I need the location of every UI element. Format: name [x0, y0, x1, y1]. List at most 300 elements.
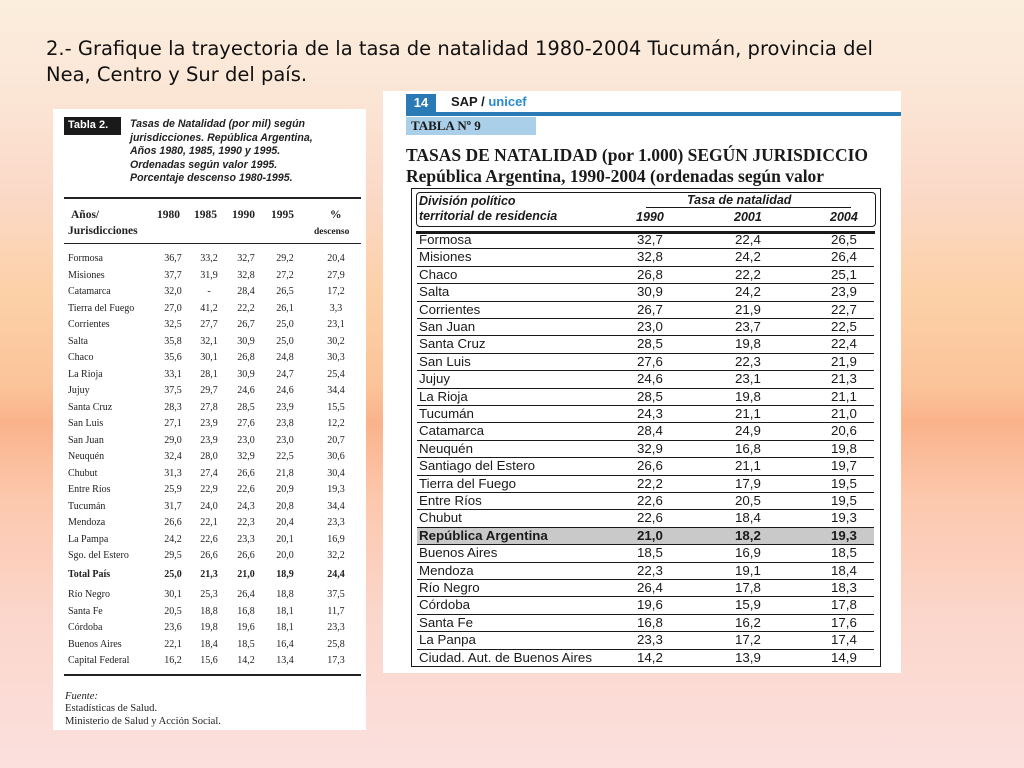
table-row: [417, 563, 874, 580]
jurisdiction-cell: San Juan: [68, 434, 104, 446]
caption-line: Tasas de Natalidad (por mil) según: [130, 118, 306, 130]
value-2004-cell: 18,4: [831, 562, 857, 578]
table-row-total: [417, 528, 874, 545]
value-2004-cell: 23,9: [831, 284, 857, 300]
value-1995-cell: 20,9: [276, 484, 294, 495]
value-1980-cell: 31,3: [164, 467, 182, 479]
value-1990-cell: 26,7: [637, 301, 663, 317]
value-1985-cell: 18,8: [200, 605, 218, 617]
publisher-unicef: unicef: [488, 94, 527, 109]
value-2004-cell: 17,6: [831, 614, 857, 630]
value-2004-cell: 21,9: [831, 353, 857, 369]
caption-line: Ordenadas según valor 1995.: [130, 158, 278, 171]
jurisdiction-cell: Sgo. del Estero: [68, 550, 129, 561]
value-1985-cell: 31,9: [200, 269, 218, 281]
value-2001-cell: 22,4: [735, 232, 761, 247]
value-1995-cell: 22,5: [276, 451, 294, 462]
table-row: [68, 499, 358, 516]
value-1990-cell: 32,9: [237, 451, 255, 462]
value-1990-cell: 22,3: [637, 562, 663, 578]
value-1995-cell: 24,7: [276, 368, 294, 380]
value-1995-cell: 26,5: [276, 286, 294, 297]
value-1980-cell: 22,1: [164, 638, 182, 650]
value-1980-cell: 27,1: [164, 418, 182, 429]
value-1995-cell: 18,9: [276, 569, 294, 580]
value-2004-cell: 19,8: [831, 440, 857, 456]
value-1995-cell: 23,8: [276, 418, 294, 429]
value-1990-cell: 18,5: [237, 638, 255, 650]
value-1985-cell: 18,4: [200, 638, 218, 650]
pct-descenso-cell: 27,9: [327, 269, 345, 281]
value-1995-cell: 16,4: [276, 638, 294, 650]
value-1990-cell: 32,7: [637, 232, 663, 247]
value-2001-cell: 21,9: [735, 301, 761, 317]
value-2001-cell: 22,3: [735, 353, 761, 369]
value-2001-cell: 22,2: [735, 266, 761, 282]
value-2001-cell: 19,8: [735, 388, 761, 404]
value-1985-cell: 28,1: [200, 368, 218, 380]
pct-descenso-cell: 17,2: [327, 286, 345, 297]
value-1980-cell: 27,0: [164, 302, 182, 314]
value-1995-cell: 25,0: [276, 335, 294, 347]
pct-descenso-cell: 12,2: [327, 418, 345, 429]
value-1985-cell: 30,1: [200, 352, 218, 363]
table-row: [417, 284, 874, 301]
value-1985-cell: 32,1: [200, 335, 218, 347]
jurisdiction-cell: Catamarca: [419, 423, 485, 439]
value-2001-cell: 24,9: [735, 423, 761, 439]
caption-line: Años 1980, 1985, 1990 y 1995.: [130, 145, 281, 157]
pct-descenso-cell: 30,2: [327, 335, 345, 347]
table-row: [68, 301, 358, 318]
header-bar: [406, 112, 901, 116]
table-2-header-label-1: Años/: [71, 209, 100, 221]
table-row: [68, 334, 358, 351]
pct-descenso-cell: 15,5: [327, 401, 345, 413]
jurisdiction-cell: Total País: [68, 569, 111, 580]
jurisdiction-cell: Neuquén: [68, 451, 105, 462]
value-1990-cell: 30,9: [237, 368, 255, 380]
value-1985-cell: 24,0: [200, 500, 218, 512]
table-row: [417, 580, 874, 597]
table-2-caption: [130, 118, 362, 186]
value-2004-cell: 18,3: [831, 580, 857, 595]
value-2004-cell: 19,5: [831, 475, 857, 491]
value-1990-cell: 23,3: [237, 533, 255, 545]
value-1995-cell: 20,0: [276, 550, 294, 561]
pct-descenso-cell: 11,7: [327, 605, 345, 617]
jurisdiction-cell: Chubut: [419, 510, 462, 526]
slide-title-line-1: 2.- Grafique la trayectoria de la tasa de natalidad 1980-2004 Tucumán, provincia del: [46, 37, 873, 60]
value-1995-cell: 20,1: [276, 533, 294, 545]
value-1995-cell: 18,1: [276, 605, 294, 617]
value-1990-cell: 28,5: [237, 401, 255, 413]
jurisdiction-cell: Córdoba: [68, 622, 103, 633]
table-9-title: [406, 145, 868, 187]
value-1990-cell: 32,8: [237, 269, 255, 281]
jurisdiction-cell: San Juan: [419, 319, 476, 334]
value-1985-cell: 22,6: [200, 533, 218, 545]
value-1990-cell: 19,6: [637, 597, 663, 613]
table-row: [68, 637, 358, 654]
value-1990-cell: 21,0: [637, 527, 663, 543]
value-1980-cell: 32,5: [164, 319, 182, 330]
value-1990-cell: 26,4: [637, 580, 663, 595]
table-row: [68, 367, 358, 384]
pct-descenso-cell: 32,2: [327, 550, 345, 561]
value-1990-cell: 30,9: [637, 284, 663, 300]
value-2004-cell: 17,8: [831, 597, 857, 613]
value-1990-cell: 22,6: [637, 510, 663, 526]
value-1995-cell: 26,1: [276, 302, 294, 314]
table-row: [68, 653, 358, 670]
table-row: [417, 441, 874, 458]
slide-title-line-2: Nea, Centro y Sur del país.: [46, 63, 308, 86]
value-1990-cell: 24,3: [637, 406, 663, 421]
value-1990-cell: 18,5: [637, 545, 663, 561]
value-1995-cell: 18,8: [276, 589, 294, 600]
value-2001-cell: 19,8: [735, 336, 761, 352]
value-1980-cell: 24,2: [164, 533, 182, 545]
table-row: [417, 423, 874, 440]
divider: [64, 243, 361, 244]
value-1995-cell: 18,1: [276, 622, 294, 633]
jurisdiction-cell: Córdoba: [419, 597, 471, 613]
value-1990-cell: 32,7: [237, 253, 255, 264]
jurisdiction-cell: Río Negro: [68, 589, 110, 600]
value-1980-cell: 30,1: [164, 589, 182, 600]
value-1985-cell: 22,1: [200, 517, 218, 528]
value-1990-cell: 26,6: [237, 550, 255, 561]
table-2-badge: Tabla 2.: [64, 117, 121, 135]
table-row: [417, 493, 874, 510]
table-9-header-1990: 1990: [636, 210, 664, 224]
value-2001-cell: 21,1: [735, 458, 761, 474]
jurisdiction-cell: Formosa: [419, 232, 472, 247]
value-2004-cell: 21,0: [831, 406, 857, 421]
table-9-header-label-2: territorial de residencia: [419, 209, 558, 223]
table-row: [68, 400, 358, 417]
jurisdiction-cell: Santiago del Estero: [419, 458, 536, 474]
value-2004-cell: 21,3: [831, 371, 857, 387]
value-1990-cell: 26,4: [237, 589, 255, 600]
table-row: [68, 268, 358, 285]
value-1980-cell: 29,0: [164, 434, 182, 446]
value-1990-cell: 16,8: [237, 605, 255, 617]
value-1980-cell: 36,7: [164, 253, 182, 264]
jurisdiction-cell: Neuquén: [419, 440, 473, 456]
table-row: [68, 604, 358, 621]
value-2001-cell: 18,2: [735, 527, 761, 543]
value-2001-cell: 16,9: [735, 545, 761, 561]
value-1980-cell: 37,5: [164, 385, 182, 396]
value-1985-cell: 23,9: [200, 418, 218, 429]
value-1990-cell: 22,6: [637, 493, 663, 508]
value-1990-cell: 27,6: [637, 353, 663, 369]
pct-descenso-cell: 17,3: [327, 655, 345, 666]
table-row: [68, 284, 358, 301]
value-1990-cell: 24,6: [237, 385, 255, 396]
pct-descenso-cell: 30,3: [327, 352, 345, 363]
table-row: [417, 232, 874, 249]
table-row: [417, 267, 874, 284]
value-1990-cell: 24,6: [637, 371, 663, 387]
title-line: TASAS DE NATALIDAD (por 1.000) SEGÚN JURISDICCIO: [406, 145, 869, 165]
value-1980-cell: 25,0: [164, 569, 182, 580]
value-1995-cell: 23,0: [276, 434, 294, 446]
title-line: República Argentina, 1990-2004 (ordenadas según valor: [406, 166, 825, 186]
value-1990-cell: 27,6: [237, 418, 255, 429]
value-2004-cell: 20,6: [831, 423, 857, 439]
value-1980-cell: 16,2: [164, 655, 182, 666]
value-1985-cell: 33,2: [200, 253, 218, 264]
table-row-total: [68, 567, 358, 584]
jurisdiction-cell: Capital Federal: [68, 655, 130, 666]
value-2001-cell: 19,1: [735, 562, 761, 578]
value-1985-cell: 15,6: [200, 655, 218, 666]
jurisdiction-cell: Misiones: [68, 269, 105, 281]
table-9-header-2004: 2004: [830, 210, 858, 224]
value-1980-cell: 33,1: [164, 368, 182, 380]
jurisdiction-cell: La Rioja: [419, 388, 468, 404]
table-row: [68, 350, 358, 367]
value-1995-cell: 23,9: [276, 401, 294, 413]
source-line: Estadísticas de Salud.: [65, 703, 158, 715]
value-2001-cell: 15,9: [735, 597, 761, 613]
publisher-label: [451, 94, 527, 109]
value-1990-cell: 26,8: [637, 266, 663, 282]
jurisdiction-cell: Catamarca: [68, 286, 111, 297]
table-row: [68, 317, 358, 334]
source-line: Ministerio de Salud y Acción Social.: [65, 715, 221, 727]
value-2004-cell: 17,4: [831, 632, 857, 648]
jurisdiction-cell: Mendoza: [68, 517, 106, 528]
table-row: [68, 532, 358, 549]
value-2004-cell: 22,5: [831, 319, 857, 334]
table-2-header-1985: 1985: [194, 209, 217, 221]
value-2001-cell: 17,8: [735, 580, 761, 595]
caption-line: Porcentaje descenso 1980-1995.: [130, 172, 293, 184]
value-1985-cell: 23,9: [200, 434, 218, 446]
jurisdiction-cell: Tierra del Fuego: [68, 302, 135, 314]
jurisdiction-cell: San Luis: [68, 418, 104, 429]
table-9-badge: TABLA Nº 9: [406, 117, 536, 135]
pct-descenso-cell: 23,1: [327, 319, 345, 330]
value-1990-cell: 16,8: [637, 614, 663, 630]
divider: [64, 197, 361, 199]
value-2001-cell: 17,2: [735, 632, 761, 648]
jurisdiction-cell: Tierra del Fuego: [419, 475, 517, 491]
value-1990-cell: 14,2: [237, 655, 255, 666]
jurisdiction-cell: Santa Fe: [68, 605, 103, 617]
pct-descenso-cell: 19,3: [327, 484, 345, 495]
jurisdiction-cell: Río Negro: [419, 580, 480, 595]
value-1990-cell: 28,4: [237, 286, 255, 297]
pct-descenso-cell: 23,3: [327, 517, 345, 528]
value-1990-cell: 19,6: [237, 622, 255, 633]
value-1980-cell: 31,7: [164, 500, 182, 512]
publisher-sap: SAP: [451, 94, 478, 109]
table-row: [68, 433, 358, 450]
value-2004-cell: 21,1: [831, 388, 857, 404]
value-1990-cell: 24,3: [237, 500, 255, 512]
value-1985-cell: 26,6: [200, 550, 218, 561]
jurisdiction-cell: Mendoza: [419, 562, 474, 578]
table-2-header-1980: 1980: [157, 209, 180, 221]
value-2004-cell: 19,3: [831, 527, 857, 543]
table-row: [417, 371, 874, 388]
value-1995-cell: 20,4: [276, 517, 294, 528]
divider: [646, 207, 851, 208]
table-2-header-1995: 1995: [271, 209, 294, 221]
jurisdiction-cell: Salta: [68, 335, 88, 347]
table-row: [417, 249, 874, 266]
table-row: [417, 545, 874, 562]
table-row: [417, 458, 874, 475]
value-1980-cell: 32,0: [164, 286, 182, 297]
value-1990-cell: 23,3: [637, 632, 663, 648]
jurisdiction-cell: La Pampa: [68, 533, 109, 545]
value-1980-cell: 25,9: [164, 484, 182, 495]
table-row: [417, 650, 874, 667]
value-1990-cell: 30,9: [237, 335, 255, 347]
value-1990-cell: 23,0: [637, 319, 663, 334]
table-row: [417, 336, 874, 353]
pct-descenso-cell: 20,4: [327, 253, 345, 264]
value-1980-cell: 35,6: [164, 352, 182, 363]
value-1980-cell: 37,7: [164, 269, 182, 281]
jurisdiction-cell: Entre Ríos: [419, 493, 482, 508]
value-1995-cell: 29,2: [276, 253, 294, 264]
jurisdiction-cell: Santa Cruz: [419, 336, 486, 352]
divider: [64, 674, 361, 676]
table-9-header-2001: 2001: [734, 210, 762, 224]
jurisdiction-cell: Santa Cruz: [68, 401, 113, 413]
value-2004-cell: 22,4: [831, 336, 857, 352]
table-row: [417, 476, 874, 493]
table-row: [68, 587, 358, 604]
table-row: [417, 632, 874, 649]
value-1990-cell: 28,5: [637, 336, 663, 352]
value-2001-cell: 24,2: [735, 249, 761, 265]
pct-descenso-cell: 24,4: [327, 569, 345, 580]
pct-descenso-cell: 25,8: [327, 638, 345, 650]
publisher-separator: /: [477, 94, 489, 109]
value-1985-cell: 27,7: [200, 319, 218, 330]
value-1980-cell: 23,6: [164, 622, 182, 633]
value-2001-cell: 13,9: [735, 649, 761, 665]
value-1990-cell: 28,5: [637, 388, 663, 404]
table-row: [68, 620, 358, 637]
value-2001-cell: 16,2: [735, 614, 761, 630]
value-1985-cell: 27,8: [200, 401, 218, 413]
pct-descenso-cell: 37,5: [327, 589, 345, 600]
jurisdiction-cell: La Panpa: [419, 632, 476, 648]
jurisdiction-cell: Buenos Aires: [68, 638, 122, 650]
value-1985-cell: 27,4: [200, 467, 218, 479]
pct-descenso-cell: 3,3: [329, 302, 343, 314]
value-2004-cell: 25,1: [831, 266, 857, 282]
table-9-image: [383, 91, 901, 673]
table-2-header-label-2: Jurisdicciones: [68, 225, 138, 237]
value-1990-cell: 28,4: [637, 423, 663, 439]
value-1995-cell: 24,8: [276, 352, 294, 363]
value-2004-cell: 19,5: [831, 493, 857, 508]
value-2004-cell: 19,7: [831, 458, 857, 474]
table-row: [68, 416, 358, 433]
value-1995-cell: 27,2: [276, 269, 294, 281]
jurisdiction-cell: Formosa: [68, 253, 103, 264]
table-row: [417, 389, 874, 406]
value-2001-cell: 21,1: [735, 406, 761, 421]
jurisdiction-cell: Tucumán: [68, 500, 106, 512]
slide-title: [46, 36, 926, 88]
value-1980-cell: 29,5: [164, 550, 182, 561]
table-row: [68, 466, 358, 483]
value-2004-cell: 14,9: [831, 649, 857, 665]
table-row: [417, 302, 874, 319]
value-1995-cell: 13,4: [276, 655, 294, 666]
table-2-header-pct: %: [330, 209, 342, 221]
jurisdiction-cell: Ciudad. Aut. de Buenos Aires: [419, 649, 592, 665]
value-2001-cell: 23,7: [735, 319, 761, 334]
table-row: [417, 354, 874, 371]
jurisdiction-cell: La Rioja: [68, 368, 103, 380]
jurisdiction-cell: Misiones: [419, 249, 472, 265]
value-1995-cell: 20,8: [276, 500, 294, 512]
source-label: Fuente:: [65, 691, 98, 702]
value-1990-cell: 26,8: [237, 352, 255, 363]
value-1985-cell: 25,3: [200, 589, 218, 600]
jurisdiction-cell: Corrientes: [68, 319, 110, 330]
jurisdiction-cell: Corrientes: [419, 301, 481, 317]
value-1985-cell: 29,7: [200, 385, 218, 396]
value-2004-cell: 26,4: [831, 249, 857, 265]
table-row: [68, 482, 358, 499]
jurisdiction-cell: Jujuy: [419, 371, 451, 387]
value-2004-cell: 26,5: [831, 232, 857, 247]
value-1985-cell: -: [207, 286, 211, 297]
value-1980-cell: 26,6: [164, 517, 182, 528]
pct-descenso-cell: 34,4: [327, 385, 345, 396]
value-2004-cell: 22,7: [831, 301, 857, 317]
value-1990-cell: 32,9: [637, 440, 663, 456]
jurisdiction-cell: Chaco: [419, 266, 458, 282]
value-1990-cell: 22,3: [237, 517, 255, 528]
value-1990-cell: 26,6: [237, 467, 255, 479]
pct-descenso-cell: 34,4: [327, 500, 345, 512]
pct-descenso-cell: 30,4: [327, 467, 345, 479]
value-1980-cell: 28,3: [164, 401, 182, 413]
table-row: [68, 548, 358, 565]
value-1990-cell: 26,7: [237, 319, 255, 330]
jurisdiction-cell: Santa Fe: [419, 614, 473, 630]
table-row: [68, 251, 358, 268]
value-1985-cell: 19,8: [200, 622, 218, 633]
pct-descenso-cell: 23,3: [327, 622, 345, 633]
pct-descenso-cell: 25,4: [327, 368, 345, 380]
jurisdiction-cell: Buenos Aires: [419, 545, 498, 561]
table-row: [68, 515, 358, 532]
value-1995-cell: 24,6: [276, 385, 294, 396]
table-row: [417, 319, 874, 336]
table-2-image: [53, 109, 366, 730]
value-1995-cell: 25,0: [276, 319, 294, 330]
value-1990-cell: 22,2: [637, 475, 663, 491]
jurisdiction-cell: Entre Ríos: [68, 484, 111, 495]
value-2001-cell: 16,8: [735, 440, 761, 456]
value-1990-cell: 22,6: [237, 484, 255, 495]
